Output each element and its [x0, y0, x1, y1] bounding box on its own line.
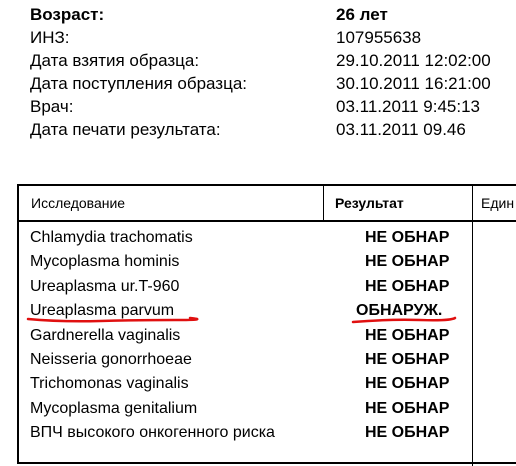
test-name: Mycoplasma genitalium [30, 399, 198, 417]
test-name: Gardnerella vaginalis [30, 326, 181, 344]
test-result: ОБНАРУЖ. [356, 302, 443, 320]
table-row [19, 324, 516, 348]
test-name: Ureaplasma ur.T-960 [30, 277, 180, 295]
info-value: 29.10.2011 12:02:00 [336, 51, 491, 70]
table-header [19, 186, 516, 222]
info-value: 03.11.2011 9:45:13 [336, 97, 481, 116]
results-table [17, 184, 516, 464]
test-name: Trichomonas vaginalis [30, 375, 189, 393]
info-row-sample-received [30, 72, 516, 95]
info-label: Дата печати результата: [30, 120, 221, 139]
info-label: Дата взятия образца: [30, 51, 200, 70]
info-row-print-date [30, 118, 516, 141]
info-row-sample-taken [30, 49, 516, 72]
test-name: ВПЧ высокого онкогенного риска [30, 424, 275, 442]
table-row-highlighted [19, 299, 516, 323]
column-divider [323, 186, 324, 220]
table-row [19, 421, 516, 445]
test-result: НЕ ОБНАР [365, 350, 450, 368]
header-test: Исследование [31, 195, 126, 211]
info-row-doctor [30, 95, 516, 118]
test-result: НЕ ОБНАР [365, 229, 450, 246]
info-label: ИНЗ: [30, 28, 70, 47]
info-label: Врач: [30, 97, 74, 116]
info-value: 30.10.2011 16:21:00 [336, 74, 491, 93]
test-name: Ureaplasma parvum [30, 302, 175, 320]
table-row [19, 397, 516, 421]
test-name: Neisseria gonorrhoeae [30, 350, 192, 368]
info-row-age [30, 3, 516, 26]
info-label: Дата поступления образца: [30, 74, 248, 93]
info-value: 26 лет [336, 5, 388, 24]
table-row [19, 275, 516, 299]
table-row [19, 348, 516, 372]
test-name: Mycoplasma hominis [30, 253, 180, 271]
test-name: Chlamydia trachomatis [30, 229, 193, 246]
info-label: Возраст: [30, 5, 105, 24]
column-divider [472, 186, 473, 220]
info-value: 107955638 [336, 28, 422, 47]
table-row [19, 250, 516, 274]
header-result: Результат [335, 195, 404, 211]
info-row-inz [30, 26, 516, 49]
patient-info [30, 3, 516, 141]
table-body [19, 226, 516, 446]
info-value: 03.11.2011 09.46 [336, 120, 466, 139]
test-result: НЕ ОБНАР [365, 277, 450, 295]
test-result: НЕ ОБНАР [365, 326, 450, 344]
test-result: НЕ ОБНАР [365, 253, 450, 271]
table-row [19, 372, 516, 396]
test-result: НЕ ОБНАР [365, 424, 450, 442]
test-result: НЕ ОБНАР [365, 399, 450, 417]
test-result: НЕ ОБНАР [365, 375, 450, 393]
table-row [19, 226, 516, 250]
header-unit: Един [481, 195, 515, 211]
